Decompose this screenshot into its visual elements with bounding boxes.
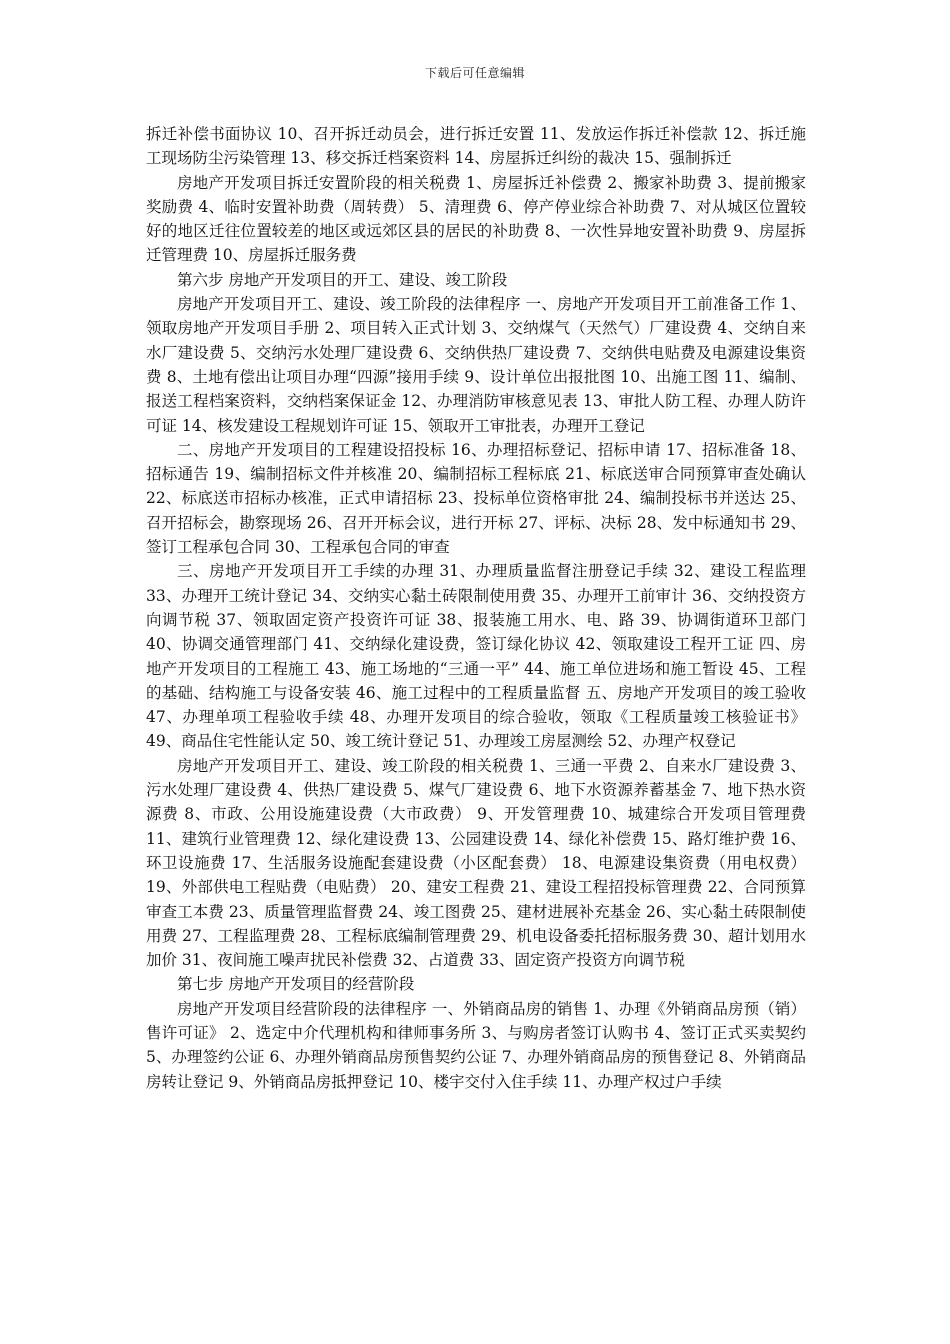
document-body [146,122,806,1094]
paragraph-demolition-fees: 房地产开发项目拆迁安置阶段的相关税费 1、房屋拆迁补偿费 2、搬家补助费 3、提前搬家奖励费 4、临时安置补助费（周转费） 5、清理费 6、停产停业综合补助费 7、对从城区位置较好的地区迁往位置较差的地区或远郊区县的居民的补助费 8、一次性异地安置补助费 9、房屋拆迁管理费 10、房屋拆迁服务费 [146,173,806,265]
paragraph-construction-bidding: 二、房地产开发项目的工程建设招投标 16、办理招标登记、招标申请 17、招标准备 18、招标通告 19、编制招标文件并核准 20、编制招标工程标底 21、标底送审合同预算审查处确认 22、标底送市招标办核准，正式申请招标 23、投标单位资格审批 24、编制投标书并送达 25、召开招标会，勘察现场 26、召开开标会议，进行开标 27、评标、决标 28、发中标通知书 29、签订工程承包合同 30、工程承包合同的审查 [146,440,806,557]
paragraph-operation-legal-procedure: 房地产开发项目经营阶段的法律程序 一、外销商品房的销售 1、办理《外销商品房预（销）售许可证》 2、选定中介代理机构和律师事务所 3、与购房者签订认购书 4、签订正式买卖契约 5、办理签约公证 6、办理外销商品房预售契约公证 7、办理外销商品房的预售登记 8、外销商品房转让登记 9、外销商品房抵押登记 10、楼宇交付入住手续 11、办理产权过户手续 [146,999,806,1091]
heading-step-six: 第六步 房地产开发项目的开工、建设、竣工阶段 [177,270,508,289]
paragraph-demolition-procedure-continued: 拆迁补偿书面协议 10、召开拆迁动员会，进行拆迁安置 11、发放运作拆迁补偿款 12、拆迁施工现场防尘污染管理 13、移交拆迁档案资料 14、房屋拆迁纠纷的裁决 15、强制拆迁 [146,125,806,168]
paragraph-construction-legal-procedure: 房地产开发项目开工、建设、竣工阶段的法律程序 一、房地产开发项目开工前准备工作 1、领取房地产开发项目手册 2、项目转入正式计划 3、交纳煤气（天然气）厂建设费 4、交纳自来水厂建设费 5、交纳污水处理厂建设费 6、交纳供热厂建设费 7、交纳供电贴费及电源建设集资费 8、土地有偿出让项目办理“四源”接用手续 9、设计单位出报批图 10、出施工图 11、编制、报送工程档案资料，交纳档案保证金 12、办理消防审核意见表 13、审批人防工程、办理人防许可证 14、核发建设工程规划许可证 15、领取开工审批表，办理开工登记 [146,295,806,435]
heading-step-seven: 第七步 房地产开发项目的经营阶段 [177,975,415,994]
page-header: 下载后可任意编辑 [424,66,525,80]
paragraph-construction-fees: 房地产开发项目开工、建设、竣工阶段的相关税费 1、三通一平费 2、自来水厂建设费 3、污水处理厂建设费 4、供热厂建设费 5、煤气厂建设费 6、地下水资源养蓄基金 7、地下热水资源费 8、市政、公用设施建设费（大市政费） 9、开发管理费 10、城建综合开发项目管理费 11、建筑行业管理费 12、绿化建设费 13、公园建设费 14、绿化补偿费 15、路灯维护费 16、环卫设施费 17、生活服务设施配套建设费（小区配套费） 18、电源建设集资费（用电权费） 19、外部供电工程贴费（电贴费） 20、建安工程费 21、建设工程招投标管理费 22、合同预算审查工本费 23、质量管理监督费 24、竣工图费 25、建材进展补充基金 26、实心黏土砖限制使用费 27、工程监理费 28、工程标底编制管理费 29、机电设备委托招标服务费 30、超计划用水加价 31、夜间施工噪声扰民补偿费 32、占道费 33、固定资产投资方向调节税 [146,756,806,970]
paragraph-commencement-procedures: 三、房地产开发项目开工手续的办理 31、办理质量监督注册登记手续 32、建设工程监理 33、办理开工统计登记 34、交纳实心黏土砖限制使用费 35、办理开工前审计 36、交纳投资方向调节税 37、领取固定资产投资许可证 38、报装施工用水、电、路 39、协调街道环卫部门 40、协调交通管理部门 41、交纳绿化建设费，签订绿化协议 42、领取建设工程开工证 四、房地产开发项目的工程施工 43、施工场地的“三通一平” 44、施工单位进场和施工暂设 45、工程的基础、结构施工与设备安装 46、施工过程中的工程质量监督 五、房地产开发项目的竣工验收 47、办理单项工程验收手续 48、办理开发项目的综合验收，领取《工程质量竣工核验证书》 49、商品住宅性能认定 50、竣工统计登记 51、办理竣工房屋测绘 52、办理产权登记 [146,562,806,751]
